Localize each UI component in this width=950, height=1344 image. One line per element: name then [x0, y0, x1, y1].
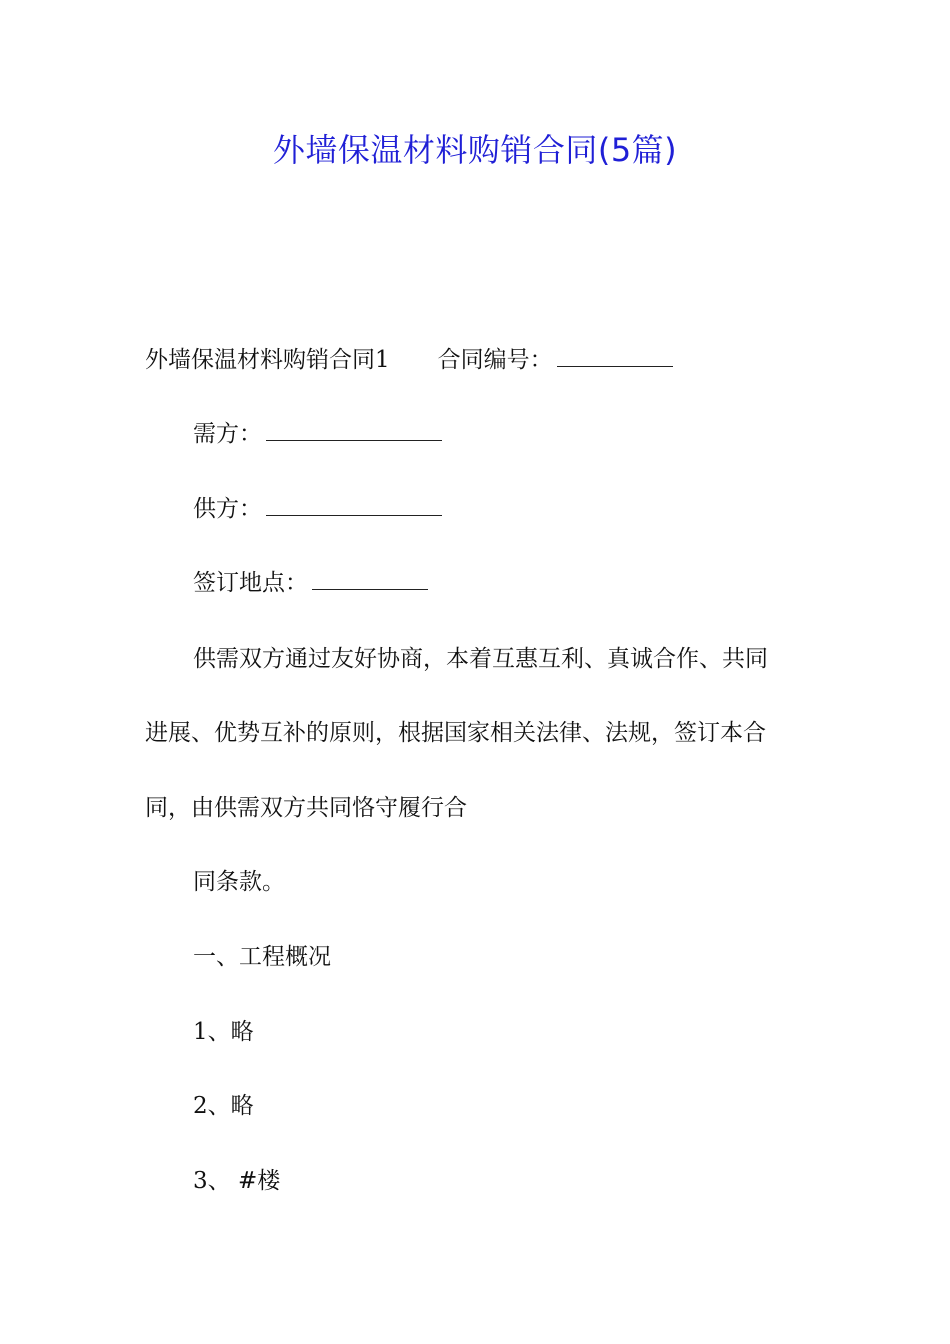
list-item: 2、略 — [193, 1093, 254, 1119]
paragraph-line-2: 进展、优势互补的原则，根据国家相关法律、法规，签订本合 — [145, 720, 766, 746]
section-heading: 一、工程概况 — [193, 944, 331, 970]
paragraph-line-3: 同，由供需双方共同恪守履行合 — [145, 795, 467, 821]
document-title: 外墙保温材料购销合同(5篇) — [272, 131, 678, 169]
paragraph-line-1: 供需双方通过友好协商，本着互惠互利、真诚合作、共同 — [193, 646, 768, 672]
contract-number-label: 合同编号： — [437, 347, 553, 373]
buyer-blank — [266, 418, 442, 441]
buyer-line — [193, 418, 442, 450]
supplier-label: 供方： — [193, 496, 262, 522]
list-item: 3、 #楼 — [193, 1168, 281, 1194]
supplier-line — [193, 493, 442, 525]
list-item: 1、略 — [193, 1019, 254, 1045]
place-label: 签订地点： — [193, 570, 308, 596]
contract-header-line — [145, 344, 673, 376]
place-blank — [312, 567, 428, 590]
buyer-label: 需方： — [193, 421, 262, 447]
contract-number-blank — [557, 344, 673, 367]
place-line — [193, 567, 428, 599]
contract-name: 外墙保温材料购销合同1 — [145, 347, 390, 373]
paragraph-line-4: 同条款。 — [193, 869, 285, 895]
supplier-blank — [266, 493, 442, 516]
